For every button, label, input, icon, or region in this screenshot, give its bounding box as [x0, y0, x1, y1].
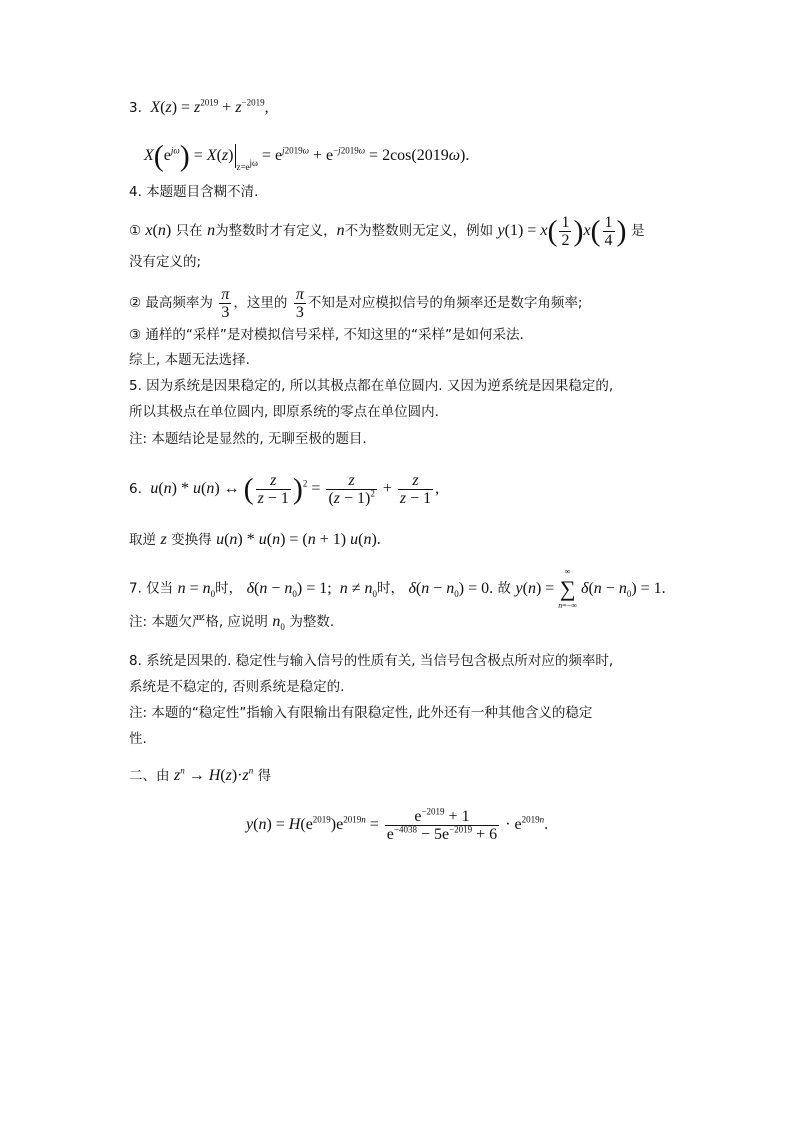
- q8-line2: 系统是不稳定的, 否则系统是稳定的.: [129, 679, 345, 695]
- part2-line1: 二、由 $z^n \to H(z)\cdot z^n$ 得: [129, 765, 272, 784]
- q6-line2: 取逆 z 变换得 u(n) * u(n) = (n + 1) u(n).: [129, 531, 381, 548]
- q3-line2: $X(e^{j\omega}) = X(z)_{z=e^{j\omega}} = e^{j2019\omega} + e^{-j2019\omega} = 2\cos(2019\omega)$.: [144, 139, 470, 172]
- q5-line1: 5. 因为系统是因果稳定的, 所以其极点都在单位圆内. 又因为逆系统是因果稳定的,: [129, 378, 614, 394]
- q4-point2: ② 最高频率为 $\frac{\pi}{3}$ ，这里的 $\frac{\pi}{3}$ 不知是对应模拟信号的角频率还是数字角频率;: [129, 286, 583, 321]
- q5-note: 注: 本题结论是显然的, 无聊至极的题目.: [129, 431, 367, 447]
- q4-point1: ① x(n) 只在 n为整数时才有定义，n不为整数则无定义，例如 y(1) = x( $\frac{1}{2}$ )x( $\frac{1}{4}$ ) 是: [129, 214, 645, 249]
- part2-line2: $y(n) = H(e^{2019})e^{2019n}$ = $\frac{e^{-2019} + 1}{e^{-4038} - 5e^{-2019} + 6}$ · $e^{2019n}$.: [246, 806, 549, 843]
- q3-label: 3.: [129, 100, 142, 116]
- q7-line: 7. 仅当 $n = n_0$时， $\delta(n - n_0) = 1$; $n \ne n_0$时， $\delta(n - n_0) = 0$. 故 y(n) = ∞ ∑ n=−∞ $\delta(n - n_0) = 1$.: [129, 567, 666, 610]
- q8-line1: 8. 系统是因果的. 稳定性与输入信号的性质有关, 当信号包含极点所对应的频率时,: [129, 653, 614, 669]
- q5-line2: 所以其极点在单位圆内, 即原系统的零点在单位圆内.: [129, 404, 439, 420]
- q3-line1: 3. $X(z) = z^{2019} + z^{-2019}$,: [129, 97, 269, 116]
- q8-note-line1: 注: 本题的“稳定性”指输入有限输出有限稳定性, 此外还有一种其他含义的稳定: [129, 705, 593, 721]
- q4-point1-cont: 没有定义的;: [129, 254, 202, 270]
- q7-note: 注: 本题欠严格, 应说明 $n_0$ 为整数.: [129, 613, 335, 633]
- q4-summary: 综上, 本题无法选择.: [129, 352, 250, 368]
- q6-line1: 6. u(n) * u(n) ↔ ( $\frac{z}{z - 1}$ )$^2$ = $\frac{z}{(z - 1)^2}$ + $\frac{z}{z - 1}$ ,: [129, 472, 440, 507]
- q4-title: 4. 本题题目含糊不清.: [129, 184, 259, 200]
- q4-point3: ③ 通样的“采样”是对模拟信号采样, 不知这里的“采样”是如何采法.: [129, 327, 524, 343]
- q8-note-line2: 性.: [129, 731, 147, 747]
